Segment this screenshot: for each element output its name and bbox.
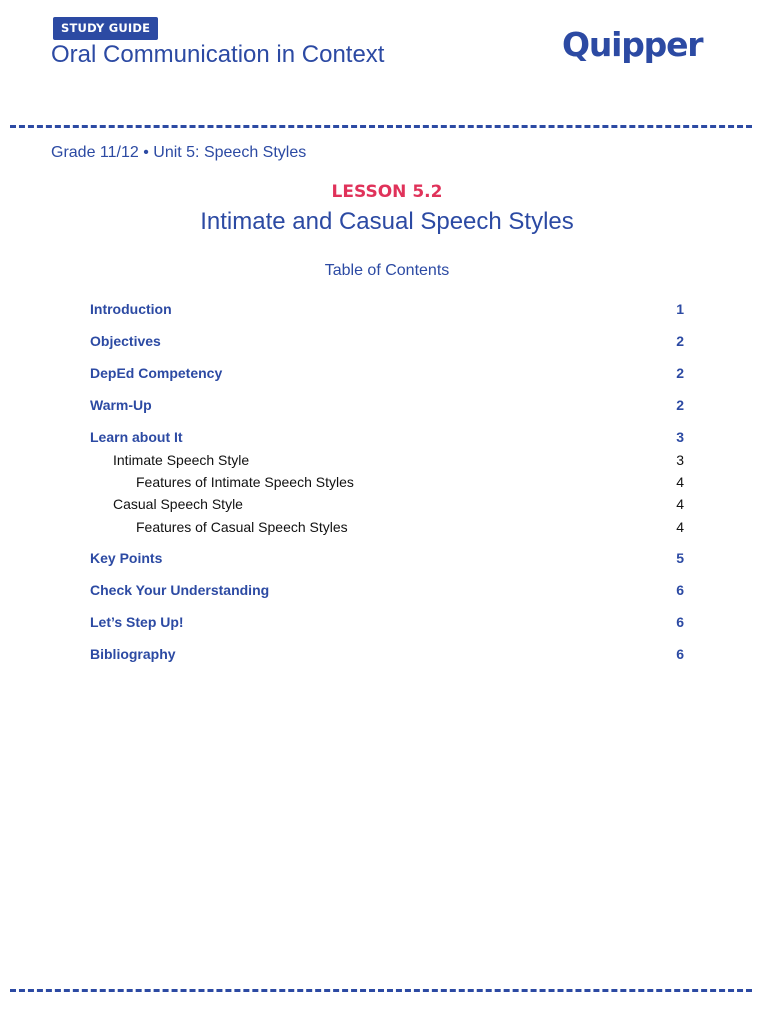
toc-entry-label: Intimate Speech Style [113,452,250,468]
lesson-number: LESSON 5.2 [331,182,443,202]
toc-entry-lets-step-up[interactable] [90,612,684,632]
toc-entry-page: 4 [676,496,684,512]
grade-unit-line: Grade 11/12 • Unit 5: Speech Styles [51,144,307,161]
toc-heading: Table of Contents [324,262,450,279]
toc-entry-label: Features of Casual Speech Styles [136,519,348,535]
toc-entry-casual-speech-style[interactable] [90,494,684,514]
toc-entry-page: 6 [676,614,684,630]
toc-entry-label: Introduction [90,301,172,317]
toc-entry-page: 1 [676,301,684,317]
toc-entry-label: Check Your Understanding [90,582,270,598]
toc-entry-label: Key Points [90,550,163,566]
course-title: Oral Communication in Context [51,41,385,68]
toc-entry-deped-competency[interactable] [90,363,684,383]
toc-entry-page: 2 [676,397,684,413]
toc-entry-bibliography[interactable] [90,644,684,664]
toc-entry-warm-up[interactable] [90,395,684,415]
toc-entry-label: Features of Intimate Speech Styles [136,474,354,490]
toc-entry-page: 2 [676,333,684,349]
study-guide-badge: STUDY GUIDE [53,17,158,40]
toc-entry-page: 2 [676,365,684,381]
toc-entry-features-casual[interactable] [90,517,684,537]
toc-entry-label: Learn about It [90,429,183,445]
toc-entry-page: 3 [676,452,684,468]
toc-entry-check-your-understanding[interactable] [90,580,684,600]
toc-entry-introduction[interactable] [90,299,684,319]
toc-entry-key-points[interactable] [90,548,684,568]
toc-entry-features-intimate[interactable] [90,472,684,492]
toc-entry-label: Objectives [90,333,161,349]
toc-entry-learn-about-it[interactable] [90,427,684,447]
toc-entry-page: 3 [676,429,684,445]
brand-logo: Quipper [562,25,703,64]
toc-entry-page: 4 [676,519,684,535]
toc-entry-label: Warm-Up [90,397,152,413]
toc-entry-label: DepEd Competency [90,365,223,381]
toc-entry-intimate-speech-style[interactable] [90,450,684,470]
toc-entry-page: 6 [676,646,684,662]
lesson-title: Intimate and Casual Speech Styles [200,208,574,235]
toc-entry-page: 4 [676,474,684,490]
toc-entry-page: 6 [676,582,684,598]
footer-divider [10,989,752,992]
toc-entry-label: Bibliography [90,646,176,662]
toc-entry-label: Let’s Step Up! [90,614,184,630]
toc-entry-label: Casual Speech Style [113,496,243,512]
toc-entry-objectives[interactable] [90,331,684,351]
toc-entry-page: 5 [676,550,684,566]
header-divider [10,125,752,128]
